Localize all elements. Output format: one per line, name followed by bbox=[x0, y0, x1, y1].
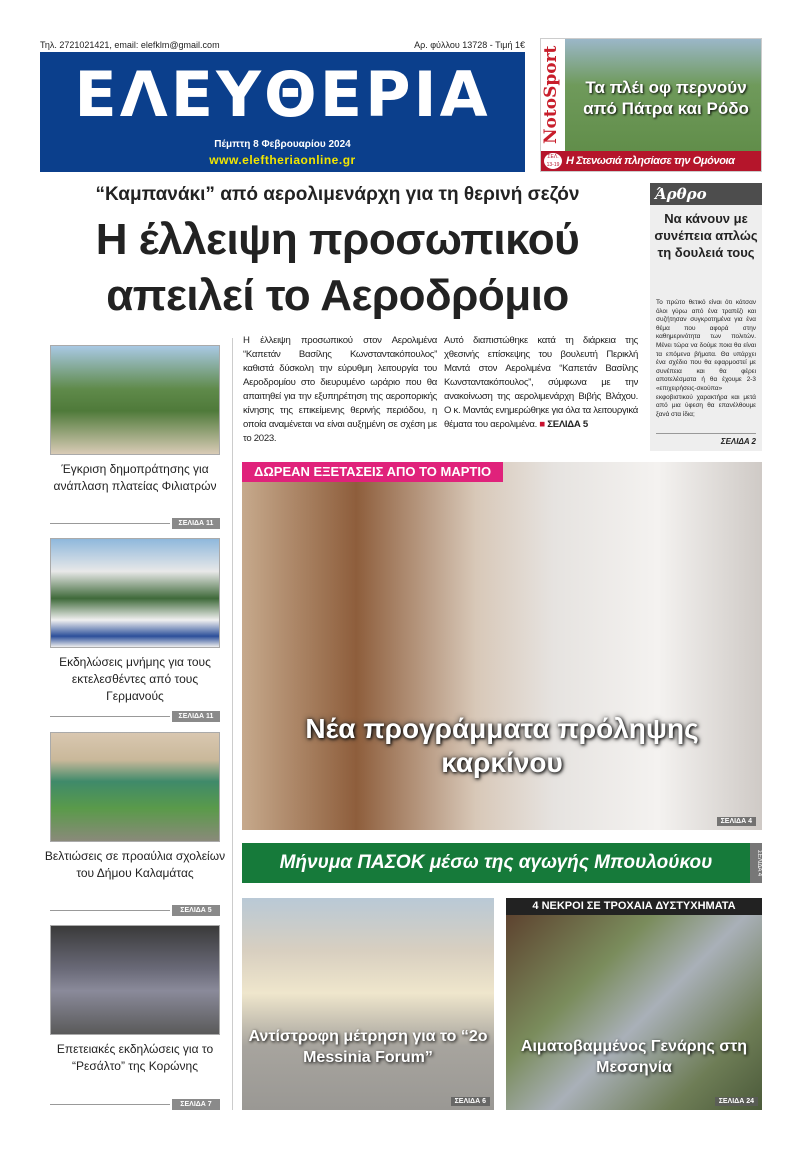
banner-page-ref[interactable]: ΣΕΛΙΔΑ 4 bbox=[750, 843, 762, 883]
side-caption[interactable]: Βελτιώσεις σε προαύλια σχολείων του Δήμου Καλαμάτας bbox=[44, 849, 226, 880]
sport-promo[interactable] bbox=[540, 38, 762, 172]
forum-story-caption[interactable]: Αντίστροφη μέτρηση για το “2ο Messinia Forum” bbox=[248, 1028, 488, 1066]
lead-column-1: Η έλλειψη προσωπικού στον Αερολιμένα “Καπετάν Βασίλης Κωνσταντακόπουλος” καθιστά δύσκολη την εύρυθμη λειτουργία του Αεροδρομίου στο διευρυμένο ωράριο που θα απαιτηθεί για την εξυπηρέτηση της αεροπορικής κίνησης της επικείμενης θερινής περιόδου, η οποία αναμένεται να είναι αυξημένη σε σχέση με το 2023. bbox=[243, 335, 437, 444]
main-page-ref[interactable]: ΣΕΛΙΔΑ 4 bbox=[717, 817, 756, 826]
lead-headline[interactable]: Η έλλειψη προσωπικού απειλεί το Αεροδρόμιο bbox=[95, 215, 580, 320]
forum-page-ref[interactable]: ΣΕΛΙΔΑ 6 bbox=[451, 1097, 490, 1106]
divider bbox=[50, 1104, 170, 1105]
main-story-photo[interactable] bbox=[242, 462, 762, 830]
contact-info: Τηλ. 2721021421, email: elefklm@gmail.com bbox=[40, 40, 220, 50]
lead-column-2-text: Αυτό διαπιστώθηκε κατά τη διάρκεια της χθεσινής επίσκεψης του βουλευτή Περικλή Μαντά στον Αερολιμένα “Καπετάν Βασίλης Κωνσταντακόπουλος”, σύμφωνα με την ανακοίνωση της αερολιμενάρχη Βιβής Βλάχου. Ο κ. Μαντάς ενημερώθηκε για όλα τα λειτουργικά θέματα του αερολιμένα. bbox=[444, 335, 638, 430]
issue-info: Αρ. φύλλου 13728 - Τιμή 1€ bbox=[414, 40, 525, 50]
sport-brand: NotoSport bbox=[541, 39, 565, 151]
side-caption[interactable]: Εκδηλώσεις μνήμης για τους εκτελεσθέντες από τους Γερμανούς bbox=[59, 655, 211, 703]
side-page-ref[interactable]: ΣΕΛΙΔΑ 11 bbox=[172, 518, 220, 529]
lead-page-ref[interactable]: ΣΕΛΙΔΑ 5 bbox=[547, 419, 588, 430]
side-caption[interactable]: Έγκριση δημοπράτησης για ανάπλαση πλατείας Φιλιατρών bbox=[53, 462, 217, 493]
masthead bbox=[40, 52, 525, 172]
accident-story-label: 4 ΝΕΚΡΟΙ ΣΕ ΤΡΟΧΑΙΑ ΔΥΣΤΥΧΗΜΑΤΑ bbox=[506, 898, 762, 915]
side-photo-memorial[interactable] bbox=[50, 538, 220, 648]
sport-page-badge: ΣΕΛ. 13-19 bbox=[544, 153, 562, 169]
lead-column-2 bbox=[444, 334, 638, 432]
website-link[interactable]: www.eleftheriaonline.gr bbox=[209, 153, 356, 167]
editorial-page-ref[interactable]: ΣΕΛΙΔΑ 2 bbox=[656, 433, 756, 446]
accident-story-caption[interactable]: Αιματοβαμμένος Γενάρης στη Μεσσηνία bbox=[520, 1038, 748, 1076]
side-caption[interactable]: Επετειακές εκδηλώσεις για το “Ρεσάλτο” της Κορώνης bbox=[56, 1042, 214, 1073]
editorial-title[interactable]: Να κάνουν με συνέπεια απλώς τη δουλειά τους bbox=[654, 211, 758, 260]
side-photo-event[interactable] bbox=[50, 925, 220, 1035]
lead-kicker: “Καμπανάκι” από αερολιμενάρχη για τη θερινή σεζόν bbox=[95, 184, 580, 205]
accident-story-photo[interactable] bbox=[506, 898, 762, 1110]
side-page-ref[interactable]: ΣΕΛΙΔΑ 11 bbox=[172, 711, 220, 722]
red-square-icon: ■ bbox=[539, 419, 545, 430]
editorial-body: Το πρώτο θετικό είναι ότι κάτσαν όλοι γύρω από ένα τραπέζι και συζήτησαν συγκροτημένα για ένα θέμα που αφορά στην καθημερινότητα των πολιτών. Μένει τώρα να δούμε ποια θα είναι τα επόμενα βήματα. Θα υπάρχει ένα σχέδιο που θα εφαρμοστεί με συνέπεια και θα φέρει αποτελέσματα ή θα έχουμε 2-3 «επιχειρήσεις-σκούπα» εκφοβιστικού χαρακτήρα και μετά από μια ύφεση θα επανέλθουμε ξανά στα ίδια; bbox=[656, 299, 756, 418]
main-story-label: ΔΩΡΕΑΝ ΕΞΕΤΑΣΕΙΣ ΑΠΟ ΤΟ ΜΑΡΤΙΟ bbox=[242, 462, 503, 482]
forum-story-photo[interactable] bbox=[242, 898, 494, 1110]
sport-title: Τα πλέι οφ περνούν από Πάτρα και Ρόδο bbox=[583, 78, 749, 118]
issue-date: Πέμπτη 8 Φεβρουαρίου 2024 bbox=[214, 139, 351, 150]
editorial-box bbox=[650, 183, 762, 451]
divider bbox=[50, 523, 170, 524]
divider bbox=[50, 716, 170, 717]
editorial-label: Άρθρο bbox=[650, 183, 762, 205]
accident-page-ref[interactable]: ΣΕΛΙΔΑ 24 bbox=[715, 1097, 758, 1106]
column-divider bbox=[232, 338, 233, 1110]
sport-subtitle: Η Στενωσιά πλησίασε την Ομόνοια bbox=[541, 151, 761, 171]
green-banner-headline[interactable]: Μήνυμα ΠΑΣΟΚ μέσω της αγωγής Μπουλούκου bbox=[242, 843, 750, 883]
main-story-caption[interactable]: Νέα προγράμματα πρόληψης καρκίνου bbox=[305, 713, 699, 778]
divider bbox=[50, 910, 170, 911]
side-page-ref[interactable]: ΣΕΛΙΔΑ 7 bbox=[172, 1099, 220, 1110]
side-photo-square[interactable] bbox=[50, 345, 220, 455]
side-photo-schoolyard[interactable] bbox=[50, 732, 220, 842]
newspaper-logo: ΕΛΕΥΘΕΡΙΑ bbox=[74, 58, 491, 131]
side-page-ref[interactable]: ΣΕΛΙΔΑ 5 bbox=[172, 905, 220, 916]
